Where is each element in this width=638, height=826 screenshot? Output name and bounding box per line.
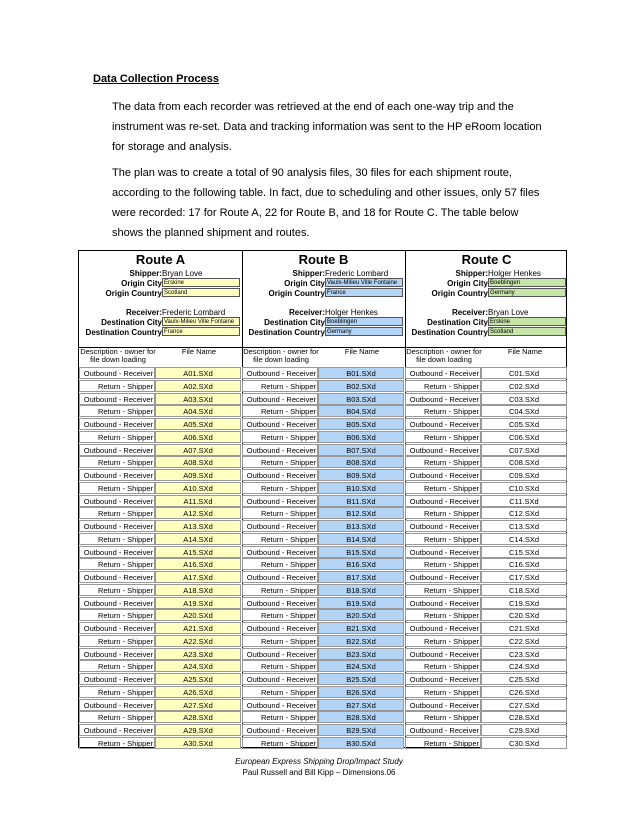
route-block-b [242,251,405,346]
destination-country-value: Germany [325,327,403,336]
file-name-cell: B18.SXd [318,584,404,596]
file-name-cell: A16.SXd [155,558,241,570]
table-row [79,571,566,584]
file-name-cell: C15.SXd [481,546,567,558]
row-description: Return - Shipper [242,405,318,417]
row-description: Outbound - Receiver [242,699,318,711]
file-name-cell: C30.SXd [481,737,567,749]
destination-city-value: Boeblingen [325,317,403,326]
route-title: Route B [298,252,349,267]
file-name-cell: B26.SXd [318,686,404,698]
row-description: Outbound - Receiver [405,648,481,660]
origin-city-label: Origin City [447,279,488,288]
file-name-cell: A07.SXd [155,444,241,456]
receiver-label: Receiver: [125,308,162,317]
file-name-cell: A08.SXd [155,456,241,468]
row-description: Outbound - Receiver [79,469,155,481]
row-description: Return - Shipper [79,456,155,468]
row-description: Outbound - Receiver [79,648,155,660]
row-description: Return - Shipper [79,660,155,672]
row-description: Return - Shipper [242,686,318,698]
row-description: Return - Shipper [405,609,481,621]
file-name-cell: A25.SXd [155,673,241,685]
file-name-cell: B24.SXd [318,660,404,672]
row-description: Outbound - Receiver [405,699,481,711]
row-description: Outbound - Receiver [242,648,318,660]
row-description: Return - Shipper [79,507,155,519]
file-name-cell: B08.SXd [318,456,404,468]
description-header: Description - owner for file down loading [406,347,482,364]
file-name-cell: A21.SXd [155,622,241,634]
paragraph-plan: The plan was to create a total of 90 analysis files, 30 files for each shipment route, according to the following table. In fact, due to scheduling and other issues, only 57 files were recorded: 17 for Route A, 22 for Route B, and 18 for Route C. The table below shows the planned shipment and routes. [112,167,540,239]
receiver-value: Holger Henkes [325,308,378,317]
row-description: Return - Shipper [79,711,155,723]
file-name-cell: C11.SXd [481,495,567,507]
row-description: Return - Shipper [79,686,155,698]
row-description: Return - Shipper [79,609,155,621]
row-description: Outbound - Receiver [405,495,481,507]
file-name-cell: B22.SXd [318,635,404,647]
table-header-row [79,347,566,367]
file-name-cell: A01.SXd [155,367,241,379]
row-description: Outbound - Receiver [242,367,318,379]
shipper-value: Bryan Love [162,269,203,278]
table-row [79,495,566,508]
row-description: Return - Shipper [79,584,155,596]
file-name-cell: C16.SXd [481,558,567,570]
description-header: Description - owner for file down loading [243,347,319,364]
file-name-cell: A23.SXd [155,648,241,660]
routes-table [78,250,567,748]
file-name-cell: B04.SXd [318,405,404,417]
table-row [79,520,566,533]
paragraph-data-retrieval: The data from each recorder was retrieved at the end of each one-way trip and the instrument was re-set. Data and tracking information was sent to the HP eRoom location for storage and analysis. [112,101,542,153]
file-name-cell: C28.SXd [481,711,567,723]
row-description: Outbound - Receiver [242,444,318,456]
destination-city-label: Destination City [427,318,488,327]
table-row [79,609,566,622]
row-description: Outbound - Receiver [79,622,155,634]
destination-city-label: Destination City [264,318,325,327]
row-description: Outbound - Receiver [405,597,481,609]
row-description: Outbound - Receiver [79,495,155,507]
row-description: Return - Shipper [242,431,318,443]
row-description: Return - Shipper [405,686,481,698]
shipper-label: Shipper: [455,269,488,278]
file-name-cell: C14.SXd [481,533,567,545]
file-name-cell: C12.SXd [481,507,567,519]
table-row [79,507,566,520]
file-name-cell: C20.SXd [481,609,567,621]
file-name-cell: B19.SXd [318,597,404,609]
row-description: Outbound - Receiver [79,571,155,583]
row-description: Outbound - Receiver [242,469,318,481]
receiver-label: Receiver: [451,308,488,317]
row-description: Return - Shipper [242,456,318,468]
row-description: Outbound - Receiver [405,724,481,736]
file-name-cell: B30.SXd [318,737,404,749]
row-description: Return - Shipper [405,431,481,443]
file-name-header: File Name [344,347,380,356]
table-row [79,673,566,686]
row-description: Outbound - Receiver [242,393,318,405]
row-description: Outbound - Receiver [79,673,155,685]
file-name-cell: A11.SXd [155,495,241,507]
origin-country-label: Origin Country [268,289,325,298]
row-description: Outbound - Receiver [242,724,318,736]
file-name-cell: A28.SXd [155,711,241,723]
destination-city-label: Destination City [101,318,162,327]
file-name-cell: B12.SXd [318,507,404,519]
table-row [79,737,566,750]
file-name-cell: A27.SXd [155,699,241,711]
row-description: Return - Shipper [242,609,318,621]
destination-country-value: France [162,327,240,336]
row-description: Outbound - Receiver [405,546,481,558]
file-name-cell: C18.SXd [481,584,567,596]
table-row [79,660,566,673]
row-description: Outbound - Receiver [79,418,155,430]
row-description: Return - Shipper [405,482,481,494]
row-description: Return - Shipper [79,482,155,494]
file-name-cell: C01.SXd [481,367,567,379]
row-description: Outbound - Receiver [242,571,318,583]
file-name-cell: A02.SXd [155,380,241,392]
file-name-cell: C24.SXd [481,660,567,672]
row-description: Outbound - Receiver [405,444,481,456]
file-name-header: File Name [507,347,543,356]
row-description: Outbound - Receiver [79,546,155,558]
file-name-cell: B11.SXd [318,495,404,507]
row-description: Return - Shipper [242,533,318,545]
file-name-cell: A06.SXd [155,431,241,443]
table-row [79,431,566,444]
row-description: Return - Shipper [405,584,481,596]
file-name-cell: B06.SXd [318,431,404,443]
table-row [79,622,566,635]
receiver-label: Receiver: [288,308,325,317]
file-name-cell: B09.SXd [318,469,404,481]
shipper-value: Frederic Lombard [325,269,389,278]
table-row [79,482,566,495]
row-description: Outbound - Receiver [242,673,318,685]
file-name-cell: B15.SXd [318,546,404,558]
shipper-label: Shipper: [292,269,325,278]
file-name-cell: A15.SXd [155,546,241,558]
row-description: Outbound - Receiver [242,597,318,609]
file-name-cell: B14.SXd [318,533,404,545]
receiver-value: Bryan Love [488,308,529,317]
file-name-cell: A04.SXd [155,405,241,417]
row-description: Return - Shipper [405,507,481,519]
row-description: Return - Shipper [405,558,481,570]
row-description: Outbound - Receiver [79,699,155,711]
table-row [79,444,566,457]
route-title: Route C [461,252,512,267]
file-name-cell: A24.SXd [155,660,241,672]
file-name-cell: A05.SXd [155,418,241,430]
row-description: Outbound - Receiver [79,724,155,736]
destination-country-label: Destination Country [85,328,162,337]
destination-city-value: Erskine [488,317,566,326]
row-description: Return - Shipper [242,380,318,392]
file-name-cell: A22.SXd [155,635,241,647]
row-description: Return - Shipper [242,584,318,596]
file-name-cell: C06.SXd [481,431,567,443]
origin-country-label: Origin Country [105,289,162,298]
origin-city-value: Vaulx-Milieu Ville Fontaine [325,278,403,287]
row-description: Outbound - Receiver [405,418,481,430]
footer-title: European Express Shipping Drop/Impact Study [235,757,403,766]
file-name-cell: A20.SXd [155,609,241,621]
row-description: Return - Shipper [79,533,155,545]
file-name-cell: B20.SXd [318,609,404,621]
route-block-a [79,251,242,346]
row-description: Outbound - Receiver [405,673,481,685]
file-name-cell: B27.SXd [318,699,404,711]
origin-country-value: Germany [488,288,566,297]
row-description: Return - Shipper [242,635,318,647]
table-row [79,418,566,431]
file-name-cell: C13.SXd [481,520,567,532]
row-description: Return - Shipper [405,405,481,417]
receiver-value: Frederic Lombard [162,308,226,317]
row-description: Return - Shipper [242,660,318,672]
row-description: Outbound - Receiver [242,495,318,507]
file-name-cell: C17.SXd [481,571,567,583]
row-description: Return - Shipper [242,558,318,570]
file-name-cell: C19.SXd [481,597,567,609]
row-description: Outbound - Receiver [79,597,155,609]
file-name-cell: B29.SXd [318,724,404,736]
file-name-cell: B07.SXd [318,444,404,456]
origin-country-value: Scotland [162,288,240,297]
table-row [79,469,566,482]
file-name-cell: B05.SXd [318,418,404,430]
file-name-cell: C04.SXd [481,405,567,417]
table-row [79,584,566,597]
table-row [79,456,566,469]
destination-country-label: Destination Country [248,328,325,337]
file-name-cell: C02.SXd [481,380,567,392]
table-row [79,635,566,648]
row-description: Return - Shipper [79,431,155,443]
file-name-cell: A29.SXd [155,724,241,736]
file-name-cell: A12.SXd [155,507,241,519]
row-description: Return - Shipper [79,635,155,647]
file-name-cell: B03.SXd [318,393,404,405]
destination-city-value: Vaulx-Milieu Ville Fontaine [162,317,240,326]
file-name-cell: A19.SXd [155,597,241,609]
file-name-cell: A26.SXd [155,686,241,698]
origin-country-label: Origin Country [431,289,488,298]
row-description: Return - Shipper [79,737,155,749]
row-description: Return - Shipper [405,711,481,723]
row-description: Outbound - Receiver [242,622,318,634]
section-heading: Data Collection Process [93,73,219,85]
origin-city-label: Origin City [284,279,325,288]
table-row [79,405,566,418]
file-name-cell: B01.SXd [318,367,404,379]
file-name-cell: A13.SXd [155,520,241,532]
row-description: Return - Shipper [405,380,481,392]
row-description: Outbound - Receiver [405,622,481,634]
row-description: Return - Shipper [79,380,155,392]
table-row [79,546,566,559]
file-name-cell: C08.SXd [481,456,567,468]
file-name-cell: A14.SXd [155,533,241,545]
row-description: Return - Shipper [405,533,481,545]
table-row [79,367,566,380]
table-row [79,393,566,406]
shipper-label: Shipper: [129,269,162,278]
file-name-cell: B02.SXd [318,380,404,392]
table-row [79,648,566,661]
file-name-cell: A30.SXd [155,737,241,749]
row-description: Return - Shipper [405,737,481,749]
row-description: Outbound - Receiver [79,520,155,532]
file-name-cell: B23.SXd [318,648,404,660]
file-name-cell: C03.SXd [481,393,567,405]
row-description: Outbound - Receiver [405,367,481,379]
table-row [79,558,566,571]
row-description: Outbound - Receiver [242,520,318,532]
file-name-cell: B13.SXd [318,520,404,532]
origin-city-value: Boeblingen [488,278,566,287]
row-description: Return - Shipper [242,482,318,494]
file-name-cell: B10.SXd [318,482,404,494]
row-description: Return - Shipper [242,737,318,749]
row-description: Outbound - Receiver [242,418,318,430]
origin-country-value: France [325,288,403,297]
row-description: Outbound - Receiver [405,469,481,481]
table-row [79,686,566,699]
file-name-cell: A03.SXd [155,393,241,405]
row-description: Outbound - Receiver [405,393,481,405]
row-description: Outbound - Receiver [242,546,318,558]
row-description: Return - Shipper [405,456,481,468]
row-description: Return - Shipper [79,405,155,417]
row-description: Outbound - Receiver [405,520,481,532]
file-name-cell: C05.SXd [481,418,567,430]
row-description: Outbound - Receiver [79,393,155,405]
row-description: Outbound - Receiver [79,444,155,456]
origin-city-label: Origin City [121,279,162,288]
file-name-cell: B21.SXd [318,622,404,634]
destination-country-value: Scotland [488,327,566,336]
file-name-cell: B25.SXd [318,673,404,685]
file-name-cell: C21.SXd [481,622,567,634]
file-name-cell: B28.SXd [318,711,404,723]
table-row [79,699,566,712]
file-name-cell: C10.SXd [481,482,567,494]
file-name-cell: C25.SXd [481,673,567,685]
row-description: Return - Shipper [242,711,318,723]
file-name-cell: C09.SXd [481,469,567,481]
file-name-header: File Name [181,347,217,356]
row-description: Return - Shipper [405,635,481,647]
table-row [79,724,566,737]
file-name-cell: C27.SXd [481,699,567,711]
route-title: Route A [135,252,186,267]
file-name-cell: A09.SXd [155,469,241,481]
table-row [79,533,566,546]
row-description: Outbound - Receiver [405,571,481,583]
description-header: Description - owner for file down loading [80,347,156,364]
shipper-value: Holger Henkes [488,269,541,278]
route-block-c [405,251,568,346]
file-name-cell: B17.SXd [318,571,404,583]
file-name-cell: B16.SXd [318,558,404,570]
file-name-cell: C29.SXd [481,724,567,736]
row-description: Return - Shipper [242,507,318,519]
file-name-cell: A18.SXd [155,584,241,596]
file-name-cell: C23.SXd [481,648,567,660]
file-name-cell: C26.SXd [481,686,567,698]
row-description: Return - Shipper [79,558,155,570]
origin-city-value: Erskine [162,278,240,287]
file-name-cell: C22.SXd [481,635,567,647]
row-description: Return - Shipper [405,660,481,672]
file-name-cell: C07.SXd [481,444,567,456]
table-row [79,597,566,610]
row-description: Outbound - Receiver [79,367,155,379]
table-row [79,711,566,724]
footer-authors: Paul Russell and Bill Kipp – Dimensions.06 [242,768,396,777]
file-name-cell: A10.SXd [155,482,241,494]
file-name-cell: A17.SXd [155,571,241,583]
table-row [79,380,566,393]
destination-country-label: Destination Country [411,328,488,337]
